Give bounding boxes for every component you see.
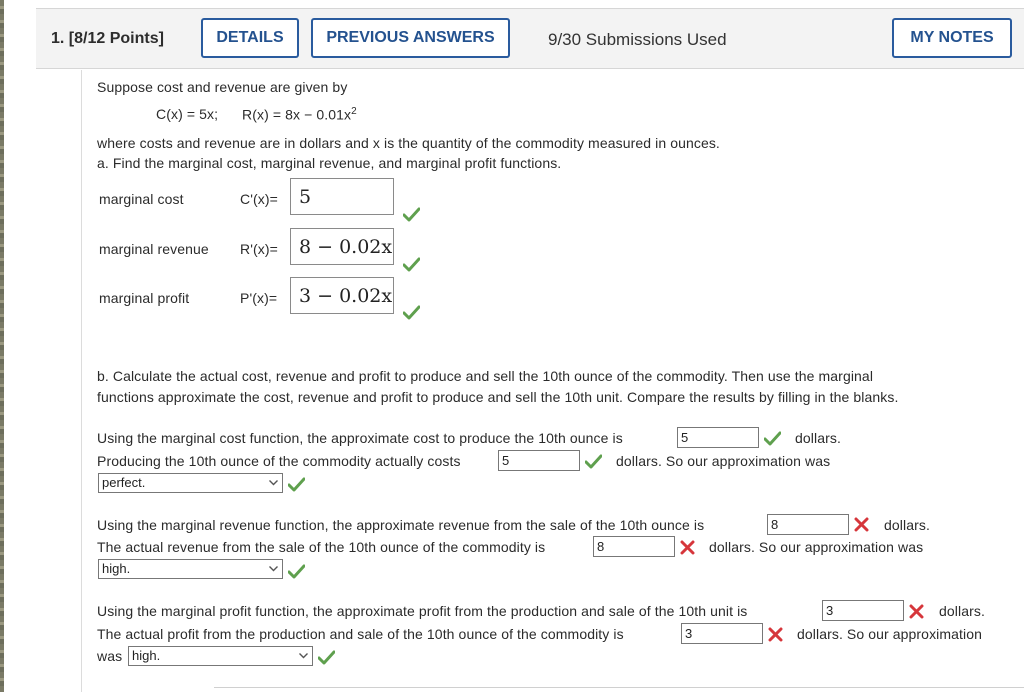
marginal-cost-fn: C'(x)= <box>240 191 278 207</box>
part-a-prompt: a. Find the marginal cost, marginal revenue, and marginal profit functions. <box>97 155 562 171</box>
problem-intro: Suppose cost and revenue are given by <box>97 79 348 95</box>
cost-approximation-select[interactable] <box>98 473 283 493</box>
marginal-cost-answer[interactable]: 5 <box>290 178 394 215</box>
content-divider <box>81 70 82 692</box>
marginal-revenue-fn: R'(x)= <box>240 241 278 257</box>
profit-approx-sentence: Using the marginal profit function, the approximate profit from the production and sale of the 10th unit is <box>97 603 748 619</box>
revenue-approx-unit: dollars. <box>884 517 930 533</box>
approx-revenue-input[interactable]: 8 <box>767 514 849 535</box>
revenue-approx-sentence: Using the marginal revenue function, the approximate revenue from the sale of the 10th ounce is <box>97 517 705 533</box>
revenue-approximation-select[interactable] <box>98 559 283 579</box>
question-number: 1. [8/12 Points] <box>51 30 164 47</box>
profit-approx-unit: dollars. <box>939 603 985 619</box>
checkmark-icon <box>288 477 305 492</box>
window-edge <box>0 0 4 692</box>
chevron-down-icon <box>268 477 279 488</box>
approx-profit-input[interactable]: 3 <box>822 600 904 621</box>
my-notes-button[interactable]: MY NOTES <box>892 18 1012 58</box>
profit-was-label: was <box>97 648 123 664</box>
part-b-prompt-line2: functions approximate the cost, revenue and profit to produce and sell the 10th unit. Compare the results by filling in the blanks. <box>97 389 899 405</box>
profit-actual-unit: dollars. So our approximation <box>797 626 982 642</box>
profit-approximation-value: high. <box>132 648 161 663</box>
marginal-profit-label: marginal profit <box>99 290 190 306</box>
approx-cost-input[interactable]: 5 <box>677 427 759 448</box>
revenue-actual-unit: dollars. So our approximation was <box>709 539 924 555</box>
checkmark-icon <box>403 207 420 222</box>
x-mark-icon <box>908 604 925 619</box>
revenue-actual-sentence: The actual revenue from the sale of the 10th ounce of the commodity is <box>97 539 546 555</box>
submissions-used: 9/30 Submissions Used <box>548 30 727 49</box>
actual-profit-input[interactable]: 3 <box>681 623 763 644</box>
part-b-prompt-line1: b. Calculate the actual cost, revenue and profit to produce and sell the 10th ounce of the commodity. Then use the marginal <box>97 368 874 384</box>
problem-context: where costs and revenue are in dollars and x is the quantity of the commodity measured in ounces. <box>97 135 720 151</box>
checkmark-icon <box>403 257 420 272</box>
checkmark-icon <box>318 650 335 665</box>
checkmark-icon <box>585 454 602 469</box>
chevron-down-icon <box>268 563 279 574</box>
cost-function: C(x) = 5x; <box>156 106 219 122</box>
actual-revenue-input[interactable]: 8 <box>593 536 675 557</box>
revenue-function: $R(x) = 8x - 0.01x^2$ <box>242 106 357 123</box>
question-header <box>36 8 1024 69</box>
previous-answers-button[interactable]: PREVIOUS ANSWERS <box>311 18 510 58</box>
revenue-approximation-value: high. <box>102 561 131 576</box>
cost-approximation-value: perfect. <box>102 475 146 490</box>
cost-actual-sentence: Producing the 10th ounce of the commodity actually costs <box>97 453 461 469</box>
x-mark-icon <box>767 627 784 642</box>
marginal-profit-answer[interactable]: 3 − 0.02x <box>290 277 394 314</box>
x-mark-icon <box>853 517 870 532</box>
profit-approximation-select[interactable] <box>128 646 313 666</box>
chevron-down-icon <box>298 650 309 661</box>
checkmark-icon <box>764 431 781 446</box>
marginal-revenue-answer[interactable]: 8 − 0.02x <box>290 228 394 265</box>
marginal-revenue-label: marginal revenue <box>99 241 209 257</box>
checkmark-icon <box>403 305 420 320</box>
details-button[interactable]: DETAILS <box>201 18 299 58</box>
x-mark-icon <box>679 540 696 555</box>
cost-actual-unit: dollars. So our approximation was <box>616 453 831 469</box>
marginal-cost-label: marginal cost <box>99 191 184 207</box>
profit-actual-sentence: The actual profit from the production and sale of the 10th ounce of the commodity is <box>97 626 624 642</box>
actual-cost-input[interactable]: 5 <box>498 450 580 471</box>
cost-approx-sentence: Using the marginal cost function, the approximate cost to produce the 10th ounce is <box>97 430 623 446</box>
next-section-divider <box>214 687 1024 688</box>
cost-approx-unit: dollars. <box>795 430 841 446</box>
checkmark-icon <box>288 564 305 579</box>
marginal-profit-fn: P'(x)= <box>240 290 278 306</box>
